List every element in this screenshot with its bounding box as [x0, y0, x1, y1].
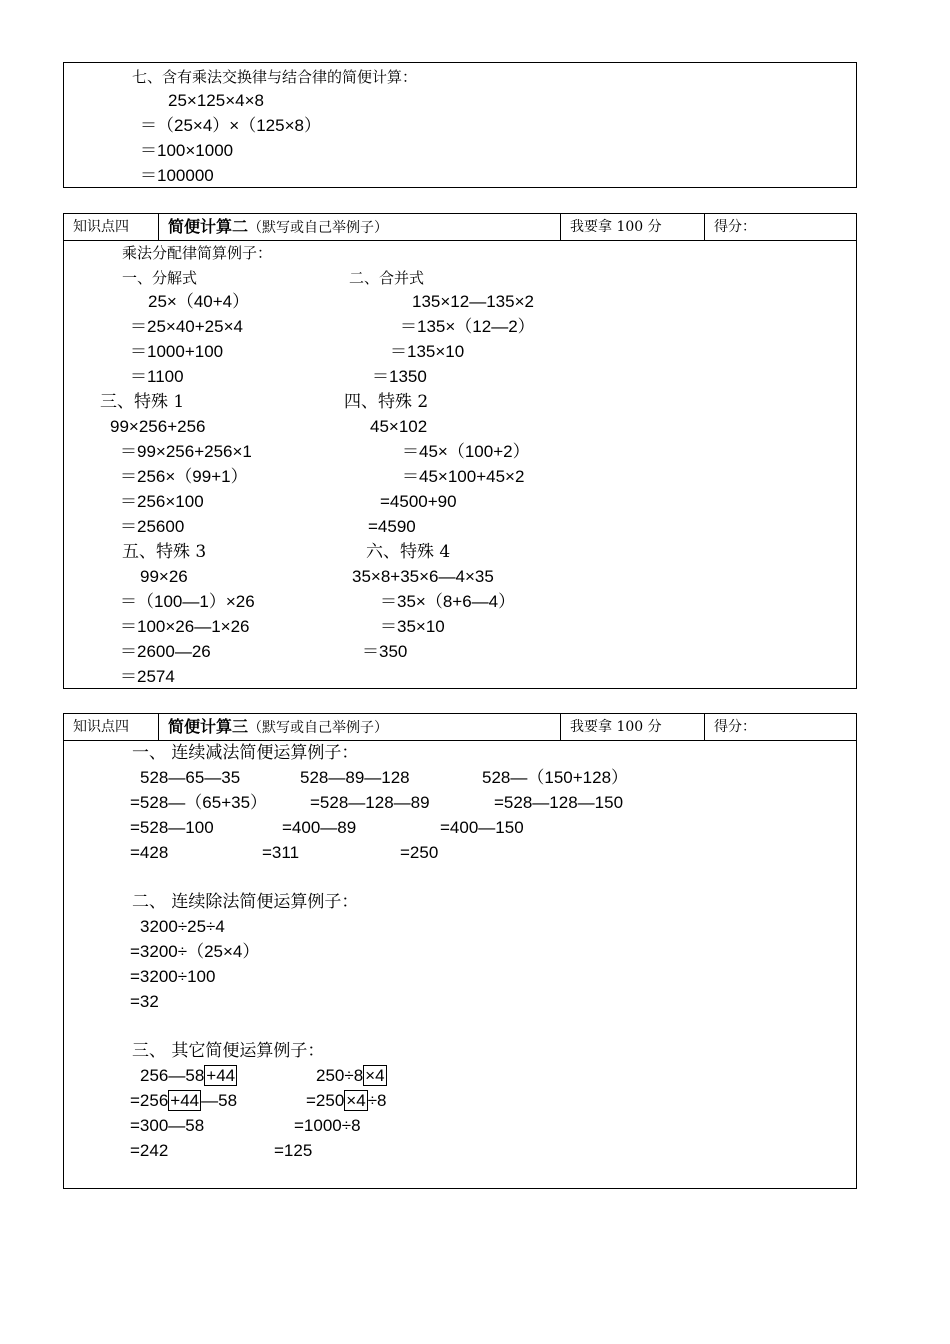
table2-goal: 我要拿 100 分: [570, 219, 662, 235]
right-line: ＝45×（100+2）: [402, 442, 530, 461]
right-line: 135×12—135×2: [412, 292, 534, 311]
sub2-line: =3200÷（25×4）: [130, 942, 260, 961]
left-line: 99×256+256: [110, 417, 206, 436]
sub3-a4: =242: [130, 1141, 169, 1160]
sub1-col3-line: =528—128—150: [494, 793, 624, 812]
section7-line: ＝100000: [140, 166, 214, 185]
table3-header: [64, 714, 856, 741]
table2-header: [64, 214, 856, 241]
table2-box: [63, 213, 857, 689]
sub1-col2-line: =311: [262, 843, 300, 862]
left-line: ＝256×100: [120, 492, 204, 511]
table3-title: [168, 714, 388, 740]
left-heading: 五、特殊 3: [122, 542, 207, 562]
sub2-line: 3200÷25÷4: [140, 917, 225, 936]
table3-goal: 我要拿 100 分: [570, 719, 662, 735]
table3-score: 得分：: [714, 719, 756, 735]
left-heading: 一、分解式: [122, 269, 198, 287]
table2-score: 得分：: [714, 219, 756, 235]
right-line: ＝135×（12—2）: [400, 317, 535, 336]
section7-line: 25×125×4×8: [168, 91, 264, 110]
sub1-col1-line: =428: [130, 843, 169, 862]
left-line: ＝256×（99+1）: [120, 467, 248, 486]
sub1-col1-line: =528—100: [130, 818, 214, 837]
sub3-b1: 250÷8 ×4: [316, 1066, 385, 1085]
table2-title-text: 简便计算二: [168, 217, 249, 236]
right-line: ＝35×10: [380, 617, 445, 636]
table3-box: [63, 713, 857, 1189]
right-line: 35×8+35×6—4×35: [352, 567, 494, 586]
sub1-col2-line: =400—89: [282, 818, 357, 837]
sub3-a2: =256 +44 —58: [130, 1091, 238, 1110]
left-line: ＝2574: [120, 667, 175, 686]
right-heading: 四、特殊 2: [344, 392, 429, 412]
sub3-a1: 256—58 +44: [140, 1066, 236, 1085]
right-line: ＝1350: [372, 367, 427, 386]
right-line: =4500+90: [380, 492, 457, 511]
right-line: =4590: [368, 517, 416, 536]
left-line: ＝25×40+25×4: [130, 317, 243, 336]
left-heading: 三、特殊 1: [100, 392, 185, 412]
right-line: ＝35×（8+6—4）: [380, 592, 516, 611]
table2-title: [168, 214, 388, 240]
table3-title-note: （默写或自己举例子）: [248, 720, 389, 736]
right-line: ＝45×100+45×2: [402, 467, 525, 486]
sub3-b2: =250 ×4 ÷8: [306, 1091, 387, 1110]
left-line: 99×26: [140, 567, 188, 586]
right-line: ＝350: [362, 642, 408, 661]
sub3-a3: =300—58: [130, 1116, 205, 1135]
sub1-col1-line: 528—65—35: [140, 768, 241, 787]
sub3-heading: 三、 其它简便运算例子：: [132, 1041, 325, 1061]
table3-title-text: 简便计算三: [168, 717, 249, 736]
table3-label: 知识点四: [73, 719, 129, 735]
sub2-heading: 二、 连续除法简便运算例子：: [132, 892, 359, 912]
sub1-col2-line: 528—89—128: [300, 768, 410, 787]
table2-intro: 乘法分配律简算例子：: [122, 244, 273, 262]
right-line: 45×102: [370, 417, 428, 436]
boxed-term: ×4: [365, 1066, 385, 1085]
sub1-col3-line: 528—（150+128）: [482, 768, 629, 787]
sub3-b3: =1000÷8: [294, 1116, 361, 1135]
table2-label: 知识点四: [73, 219, 129, 235]
sub1-col2-line: =528—128—89: [310, 793, 430, 812]
section7-line: ＝（25×4）×（125×8）: [140, 116, 321, 135]
sub1-col3-line: =400—150: [440, 818, 524, 837]
left-line: 25×（40+4）: [148, 292, 250, 311]
right-heading: 二、合并式: [349, 269, 425, 287]
sub1-heading: 一、 连续减法简便运算例子：: [132, 743, 359, 763]
section7-heading: 七、含有乘法交换律与结合律的简便计算：: [132, 68, 418, 86]
left-line: ＝25600: [120, 517, 185, 536]
boxed-term: +44: [170, 1091, 200, 1110]
boxed-term: +44: [206, 1066, 236, 1085]
section7-box: [63, 62, 857, 188]
left-line: ＝100×26—1×26: [120, 617, 250, 636]
left-line: ＝（100—1）×26: [120, 592, 255, 611]
left-line: ＝1100: [130, 367, 184, 386]
sub1-col3-line: =250: [400, 843, 439, 862]
sub3-b4: =125: [274, 1141, 313, 1160]
right-line: ＝135×10: [390, 342, 465, 361]
sub1-col1-line: =528—（65+35）: [130, 793, 268, 812]
left-line: ＝1000+100: [130, 342, 224, 361]
table2-title-note: （默写或自己举例子）: [248, 220, 389, 236]
boxed-term: ×4: [346, 1091, 366, 1110]
sub2-line: =3200÷100: [130, 967, 216, 986]
left-line: ＝99×256+256×1: [120, 442, 252, 461]
section7-line: ＝100×1000: [140, 141, 234, 160]
sub2-line: =32: [130, 992, 159, 1011]
left-line: ＝2600—26: [120, 642, 211, 661]
right-heading: 六、特殊 4: [366, 542, 451, 562]
